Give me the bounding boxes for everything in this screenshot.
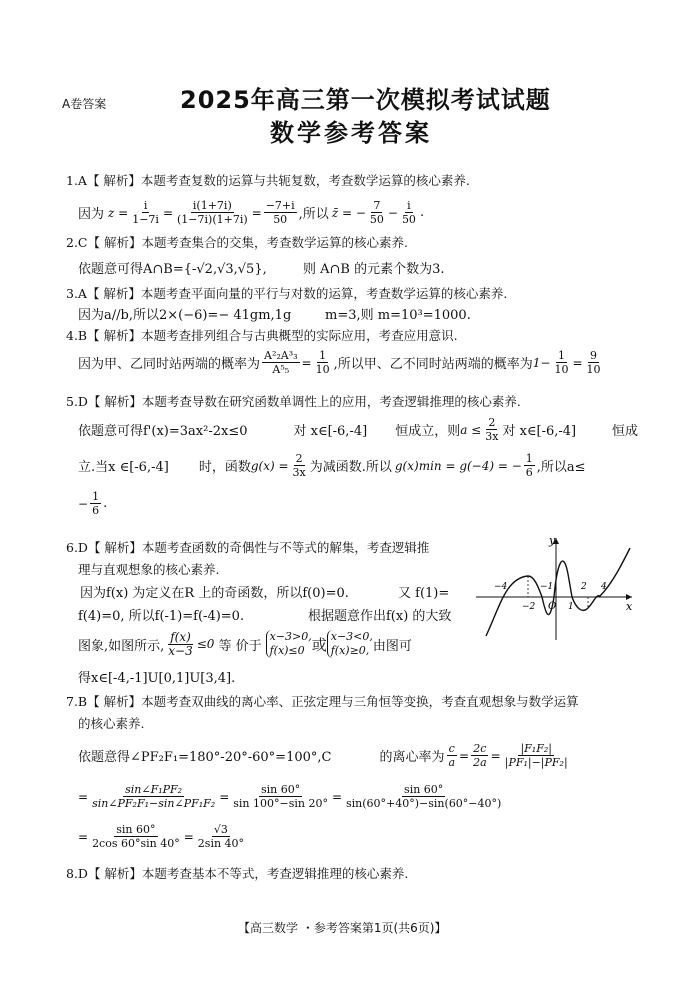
q4-frac-3: $\frac{1}{10}$ <box>554 349 569 376</box>
q7-frac-5: $\frac{\sin 60^\circ}{\sin 100^\circ-\sin 20^\circ}$ <box>233 783 328 810</box>
q7-heading-2: 的核心素养. <box>78 716 145 731</box>
page-footer: 【高三数学 ・参考答案第1页(共6页)】 <box>238 921 447 935</box>
function-graph <box>472 534 636 644</box>
paper-version-tag: A卷答案 <box>62 97 107 111</box>
tick-label: 1 <box>568 602 574 612</box>
q6-line-3: 图象,如图所示, $\frac{f(x)}{x-3}$ ≤0 等 价于 x−3>0, f(x)≤0 或 x−3<0, f(x)≥0, 由图可 <box>78 629 412 658</box>
q7-frac-8: $\frac{√3}{2\sin 40^\circ}$ <box>197 823 245 850</box>
q7-line-3: = $\frac{\sin 60^\circ}{2\cos 60^\circ\sin 40^\circ}$ = $\frac{√3}{2\sin 40^\circ}$ <box>78 823 245 850</box>
q4-text: 因为甲、乙同时站两端的概率为 <box>78 357 261 372</box>
q1-frac-3: $\frac{-7+i}{50}$ <box>265 199 295 226</box>
q4-text-2: ,所以甲、乙不同时站两端的概率为 <box>333 357 533 372</box>
origin-label: O <box>548 601 557 612</box>
q3-body-b: m=3,则 m=10³=1000. <box>325 308 471 323</box>
q4-frac-2: $\frac{1}{10}$ <box>315 349 330 376</box>
q5-frac-2: $\frac{2}{3x}$ <box>292 452 306 479</box>
function-curve <box>486 548 630 636</box>
q7-line-2: = $\frac{\text{sin∠F₁PF₂}}{\text{sin∠PF₂F₁−sin∠PF₁F₂}}$ = $\frac{\sin 60^\circ}{\sin 100^\circ-\sin 20^\circ}$ = $\frac{\sin 60^\circ}{\sin(60^\circ+40^\circ)-\sin(60^\circ-40^\circ)}$ <box>78 783 502 810</box>
q1-frac-1: $\frac{i}{1-7i}$ <box>132 199 159 226</box>
q7-frac-1: $\frac{c}{a}$ <box>448 742 456 769</box>
q1-frac-5: $\frac{i}{50}$ <box>401 199 416 226</box>
q7-line-1: 依题意得∠PF₂F₁=180°-20°-60°=100°,C 的离心率为 $\frac{c}{a}$ = $\frac{2c}{2a}$ = $\frac{\text{|F₁F₂|}}{\text{|PF₁|−|PF₂|}}$ <box>78 742 568 769</box>
page-title: 2025年高三第一次模拟考试试题 <box>180 86 551 114</box>
tick-label: −1 <box>540 582 554 592</box>
q6-heading-1: 6.D【 解析】本题考查函数的奇偶性与不等式的解集，考查逻辑推 <box>66 540 430 555</box>
q6-heading-2: 理与直观想象的核心素养. <box>78 562 220 577</box>
tick-label: −4 <box>494 582 508 592</box>
q5-line-1: 依题意可得f'(x)=3ax²-2x≤0 对 x∈[-6,-4] 恒成立，则 a ≤ $\frac{2}{3x}$ 对 x∈[-6,-4] 恒成 <box>78 416 638 443</box>
q6-line-4: 得x∈[-4,-1]U[0,1]U[3,4]. <box>78 671 236 686</box>
q5-line-3: − $\frac{1}{6}$ . <box>78 490 108 517</box>
q1-text: 因为 <box>78 207 105 222</box>
q7-frac-4: $\frac{\text{sin∠F₁PF₂}}{\text{sin∠PF₂F₁−sin∠PF₁F₂}}$ <box>92 783 216 810</box>
q7-frac-2: $\frac{2c}{2a}$ <box>473 742 487 769</box>
q1-frac-4: $\frac{7}{50}$ <box>369 199 384 226</box>
q7-frac-6: $\frac{\sin 60^\circ}{\sin(60^\circ+40^\circ)-\sin(60^\circ-40^\circ)}$ <box>346 783 502 810</box>
q1-text-2: ,所以 <box>298 207 329 222</box>
q6-line-1a: 因为f(x) 为定义在R 上的奇函数，所以f(0)=0. <box>80 586 349 601</box>
q7-heading-1: 7.B【 解析】本题考查双曲线的离心率、正弦定理与三角恒等变换，考查直观想象与数学运算 <box>66 694 579 709</box>
tick-label: 2 <box>581 582 587 592</box>
q6-case-1: x−3>0, f(x)≤0 <box>266 630 312 658</box>
q7-frac-7: $\frac{\sin 60^\circ}{2\cos 60^\circ\sin 40^\circ}$ <box>92 823 180 850</box>
q5-frac-1: $\frac{2}{3x}$ <box>485 416 499 443</box>
q3-body-a: 因为a//b,所以2×(−6)=− 41gm,1g <box>78 308 292 323</box>
q5-frac-4: $\frac{1}{6}$ <box>92 490 100 517</box>
q6-line-2b: 根据题意作出f(x) 的大致 <box>308 609 452 624</box>
q4-frac-1: $\frac{\text{A²₂A³₃}}{\text{A⁵₅}}$ <box>264 349 298 376</box>
tick-label: −2 <box>522 602 536 612</box>
q6-line-1b: 又 f(1)= <box>398 586 450 601</box>
q6-case-2: x−3<0, f(x)≥0, <box>327 630 373 658</box>
q7-frac-3: $\frac{\text{|F₁F₂|}}{\text{|PF₁|−|PF₂|}}$ <box>504 742 568 769</box>
q6-line-2a: f(4)=0, 所以f(-1)=f(-4)=0. <box>78 609 245 624</box>
tick-label: 4 <box>601 582 607 592</box>
page-subtitle: 数学参考答案 <box>270 119 432 147</box>
q1-frac-2: $\frac{i(1+7i)}{(1-7i)(1+7i)}$ <box>177 199 248 226</box>
q8-heading: 8.D【 解析】本题考查基本不等式，考查逻辑推理的核心素养. <box>66 866 409 881</box>
q5-line-2: 立.当x ∈[-6,-4] 时，函数 g(x) = $\frac{2}{3x}$ 为减函数.所以 g(x)min = g(−4) = − $\frac{1}{6}$ ,所以a≤ <box>78 452 586 479</box>
q1-heading: 1.A【 解析】本题考查复数的运算与共轭复数，考查数学运算的核心素养. <box>66 173 470 188</box>
y-axis-label: y <box>549 534 556 547</box>
q4-heading: 4.B【 解析】本题考查排列组合与古典概型的实际应用，考查应用意识. <box>66 328 458 343</box>
q2-body-b: 则 A∩B 的元素个数为3. <box>303 262 445 277</box>
q1-zbar: z̄ = − <box>331 205 366 220</box>
q3-heading: 3.A【 解析】本题考查平面向量的平行与对数的运算，考查数学运算的核心素养. <box>66 286 508 301</box>
q6-frac-1: $\frac{f(x)}{x-3}$ <box>168 629 193 658</box>
q2-heading: 2.C【 解析】本题考查集合的交集，考查数学运算的核心素养. <box>66 235 408 250</box>
q5-frac-3: $\frac{1}{6}$ <box>525 452 533 479</box>
q5-heading: 5.D【 解析】本题考查导数在研究函数单调性上的应用，考查逻辑推理的核心素养. <box>66 394 521 409</box>
q1-z: z = <box>108 205 129 220</box>
q1-solution: 因为 z = $\frac{i}{1-7i}$ = $\frac{i(1+7i)}{(1-7i)(1+7i)}$ = $\frac{-7+i}{50}$ ,所以 z̄ = − $\frac{7}{50}$ − $\frac{i}{50}$ . <box>78 199 425 226</box>
q4-solution: 因为甲、乙同时站两端的概率为 $\frac{\text{A²₂A³₃}}{\text{A⁵₅}}$ = $\frac{1}{10}$ ,所以甲、乙不同时站两端的概率为 1− $\frac{1}{10}$ = $\frac{9}{10}$ <box>78 349 601 376</box>
q4-frac-4: $\frac{9}{10}$ <box>586 349 601 376</box>
x-axis-label: x <box>626 600 633 613</box>
q2-body-a: 依题意可得A∩B={-√2,√3,√5}, <box>78 262 267 277</box>
